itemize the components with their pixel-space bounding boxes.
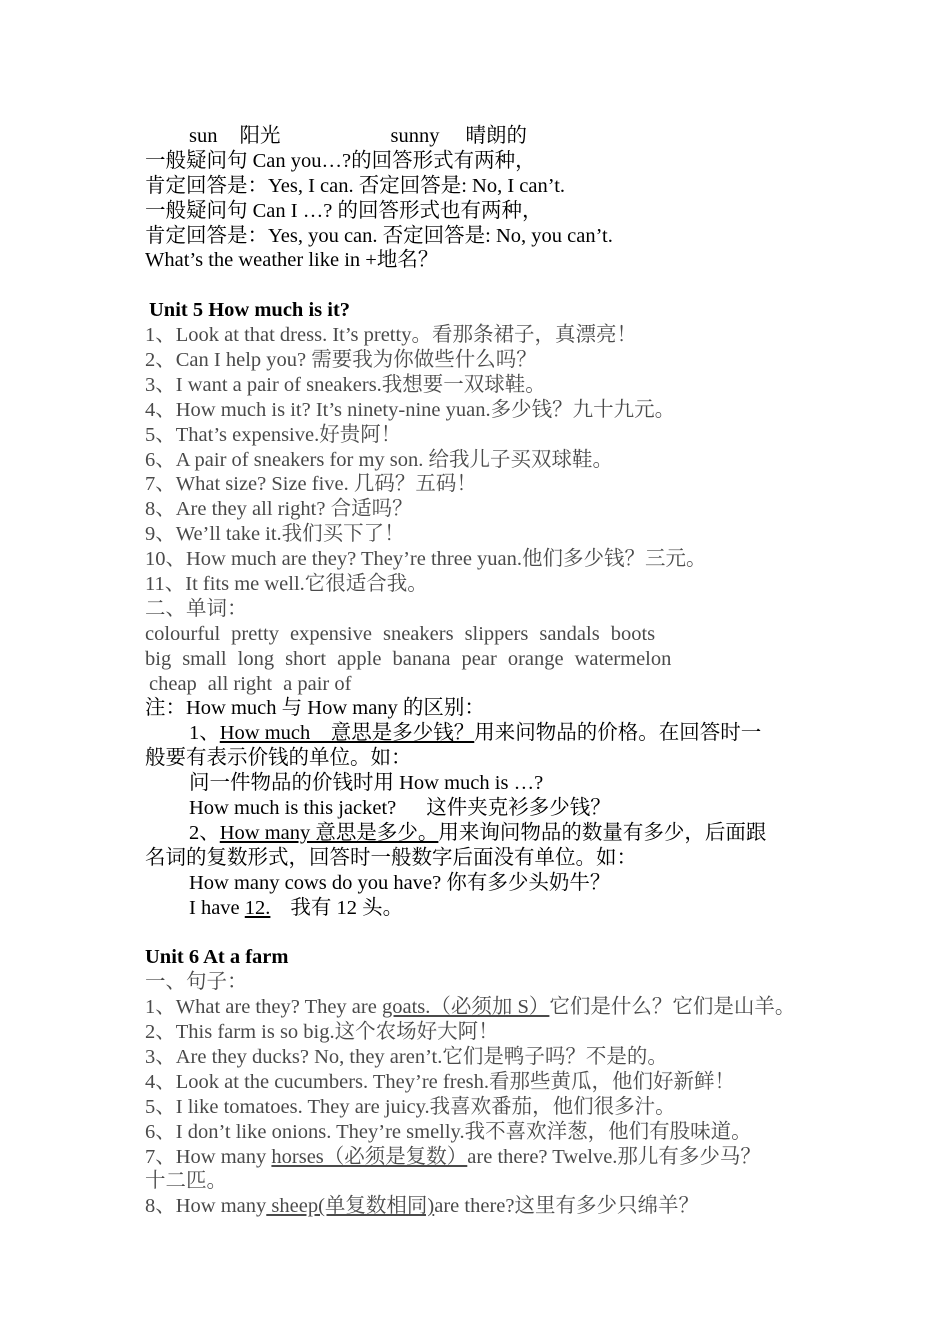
word-sun-cn: 阳光 xyxy=(239,125,281,147)
unit6-sentences-heading: 一、句子： xyxy=(145,971,248,994)
word-sunny: sunny xyxy=(390,125,440,147)
note-text: 用来问物品的价格。在回答时一 xyxy=(474,722,762,745)
example-cn: 这件夹克衫多少钱？ xyxy=(426,797,611,820)
sentence-text: 8、How many xyxy=(145,1195,267,1218)
note-underlined: How many 意思是多少。 xyxy=(219,821,439,844)
unit5-sentence: 8、Are they all right? 合适吗？ xyxy=(145,498,413,521)
unit6-sentence: 3、Are they ducks? No, they aren’t.它们是鸭子吗？不是的。 xyxy=(145,1045,668,1068)
unit5-sentence: 11、It fits me well.它很适合我。 xyxy=(145,573,428,596)
unit6-title: Unit 6 At a farm xyxy=(145,946,289,969)
note-point-2 xyxy=(145,821,845,846)
vocab-word: short xyxy=(285,647,327,670)
vocab-word: cheap xyxy=(149,672,197,695)
unit5-title: Unit 5 How much is it? xyxy=(149,299,351,322)
note-example: How many cows do you have? 你有多少头奶牛？ xyxy=(189,871,611,894)
document-page xyxy=(145,124,845,1219)
vocab-word: slippers xyxy=(464,622,529,645)
vocab-word: banana xyxy=(392,647,451,670)
vocab-word: small xyxy=(182,647,227,670)
word-sunny-cn: 晴朗的 xyxy=(465,125,527,147)
sentence-underlined: horses（必须是复数） xyxy=(271,1145,468,1168)
vocab-row xyxy=(145,672,845,697)
note-underlined: How much 意思是多少钱？ xyxy=(219,722,475,745)
intro-line: 一般疑问句 Can I …? 的回答形式也有两种， xyxy=(145,199,543,222)
unit5-sentence: 9、We’ll take it.我们买下了！ xyxy=(145,523,405,546)
unit5-sentence: 6、A pair of sneakers for my son. 给我儿子买双球鞋。 xyxy=(145,448,614,471)
note-title: 注：How much 与 How many 的区别： xyxy=(145,697,485,720)
example-en: How much is this jacket? xyxy=(189,797,397,820)
word-sun: sun xyxy=(189,125,218,147)
vocab-word: long xyxy=(237,647,275,670)
vocab-word: all right xyxy=(207,672,273,695)
sentence-text: 1、What are they? They are xyxy=(145,996,382,1019)
unit5-sentence: 4、How much is it? It’s ninety-nine yuan.多少钱？九十九元。 xyxy=(145,398,676,421)
unit5-sentence: 7、What size? Size five. 几码？五码！ xyxy=(145,473,477,496)
example-cn: 我有 12 头。 xyxy=(290,896,404,919)
vocab-word: colourful xyxy=(145,622,221,645)
vocab-word: boots xyxy=(610,622,656,645)
unit6-sentence xyxy=(145,1194,845,1219)
note-text: 名词的复数形式，回答时一般数字后面没有单位。如： xyxy=(145,846,637,869)
vocab-word: big xyxy=(145,647,172,670)
vocab-word: pretty xyxy=(231,622,279,645)
vocab-word: expensive xyxy=(289,622,372,645)
intro-line: What’s the weather like in +地名？ xyxy=(145,249,439,272)
vocab-row xyxy=(145,622,845,647)
vocab-word: sandals xyxy=(539,622,600,645)
unit5-sentence: 10、How much are they? They’re three yuan.他们多少钱？三元。 xyxy=(145,548,707,571)
note-example xyxy=(145,896,845,921)
note-example xyxy=(145,796,845,821)
unit5-sentence: 1、Look at that dress. It’s pretty。看那条裙子，真漂亮！ xyxy=(145,324,637,347)
note-point-1 xyxy=(145,721,845,746)
intro-line: 肯定回答是：Yes, you can. 否定回答是: No, you can’t. xyxy=(145,224,613,247)
sentence-text: 7、How many xyxy=(145,1145,272,1168)
unit5-words-heading: 二、单词： xyxy=(145,597,248,620)
note-example: 问一件物品的价钱时用 How much is …? xyxy=(189,772,544,795)
note-text: 用来询问物品的数量有多少，后面跟 xyxy=(438,821,767,844)
note-number: 1、 xyxy=(189,722,220,745)
unit5-sentence: 3、I want a pair of sneakers.我想要一双球鞋。 xyxy=(145,373,546,396)
vocab-row xyxy=(145,647,845,672)
intro-vocab-line xyxy=(145,124,845,149)
vocab-word: apple xyxy=(337,647,382,670)
unit6-sentence: 6、I don’t like onions. They’re smelly.我不喜欢洋葱，他们有股味道。 xyxy=(145,1120,752,1143)
vocab-word: a pair of xyxy=(283,672,352,695)
example-en: I have xyxy=(189,896,245,919)
unit6-sentence: 2、This farm is so big.这个农场好大阿！ xyxy=(145,1021,499,1044)
vocab-word: watermelon xyxy=(574,647,672,670)
vocab-word: orange xyxy=(507,647,564,670)
sentence-underlined: sheep(单复数相同) xyxy=(266,1195,435,1218)
vocab-word: sneakers xyxy=(382,622,454,645)
example-underlined: 12. xyxy=(244,896,271,919)
intro-line: 肯定回答是：Yes, I can. 否定回答是: No, I can’t. xyxy=(145,174,566,197)
unit6-sentence xyxy=(145,995,845,1020)
sentence-underlined: goats.（必须加 S） xyxy=(381,996,550,1019)
unit5-sentence: 5、That’s expensive.好贵阿！ xyxy=(145,423,402,446)
unit6-sentence: 5、I like tomatoes. They are juicy.我喜欢番茄，他们很多汁。 xyxy=(145,1095,676,1118)
note-text: 般要有表示价钱的单位。如： xyxy=(145,747,412,770)
sentence-text: 它们是什么？它们是山羊。 xyxy=(549,996,796,1019)
note-number: 2、 xyxy=(189,821,220,844)
unit6-sentence xyxy=(145,1145,845,1170)
intro-line: 一般疑问句 Can you…?的回答形式有两种， xyxy=(145,149,536,172)
sentence-text: are there?这里有多少只绵羊？ xyxy=(434,1195,699,1218)
unit5-sentence: 2、Can I help you? 需要我为你做些什么吗？ xyxy=(145,349,537,372)
sentence-text: are there? Twelve.那儿有多少马？ xyxy=(467,1145,761,1168)
unit6-sentence: 4、Look at the cucumbers. They’re fresh.看那些黄瓜，他们好新鲜！ xyxy=(145,1070,736,1093)
unit6-sentence: 十二匹。 xyxy=(145,1170,227,1193)
vocab-word: pear xyxy=(461,647,497,670)
